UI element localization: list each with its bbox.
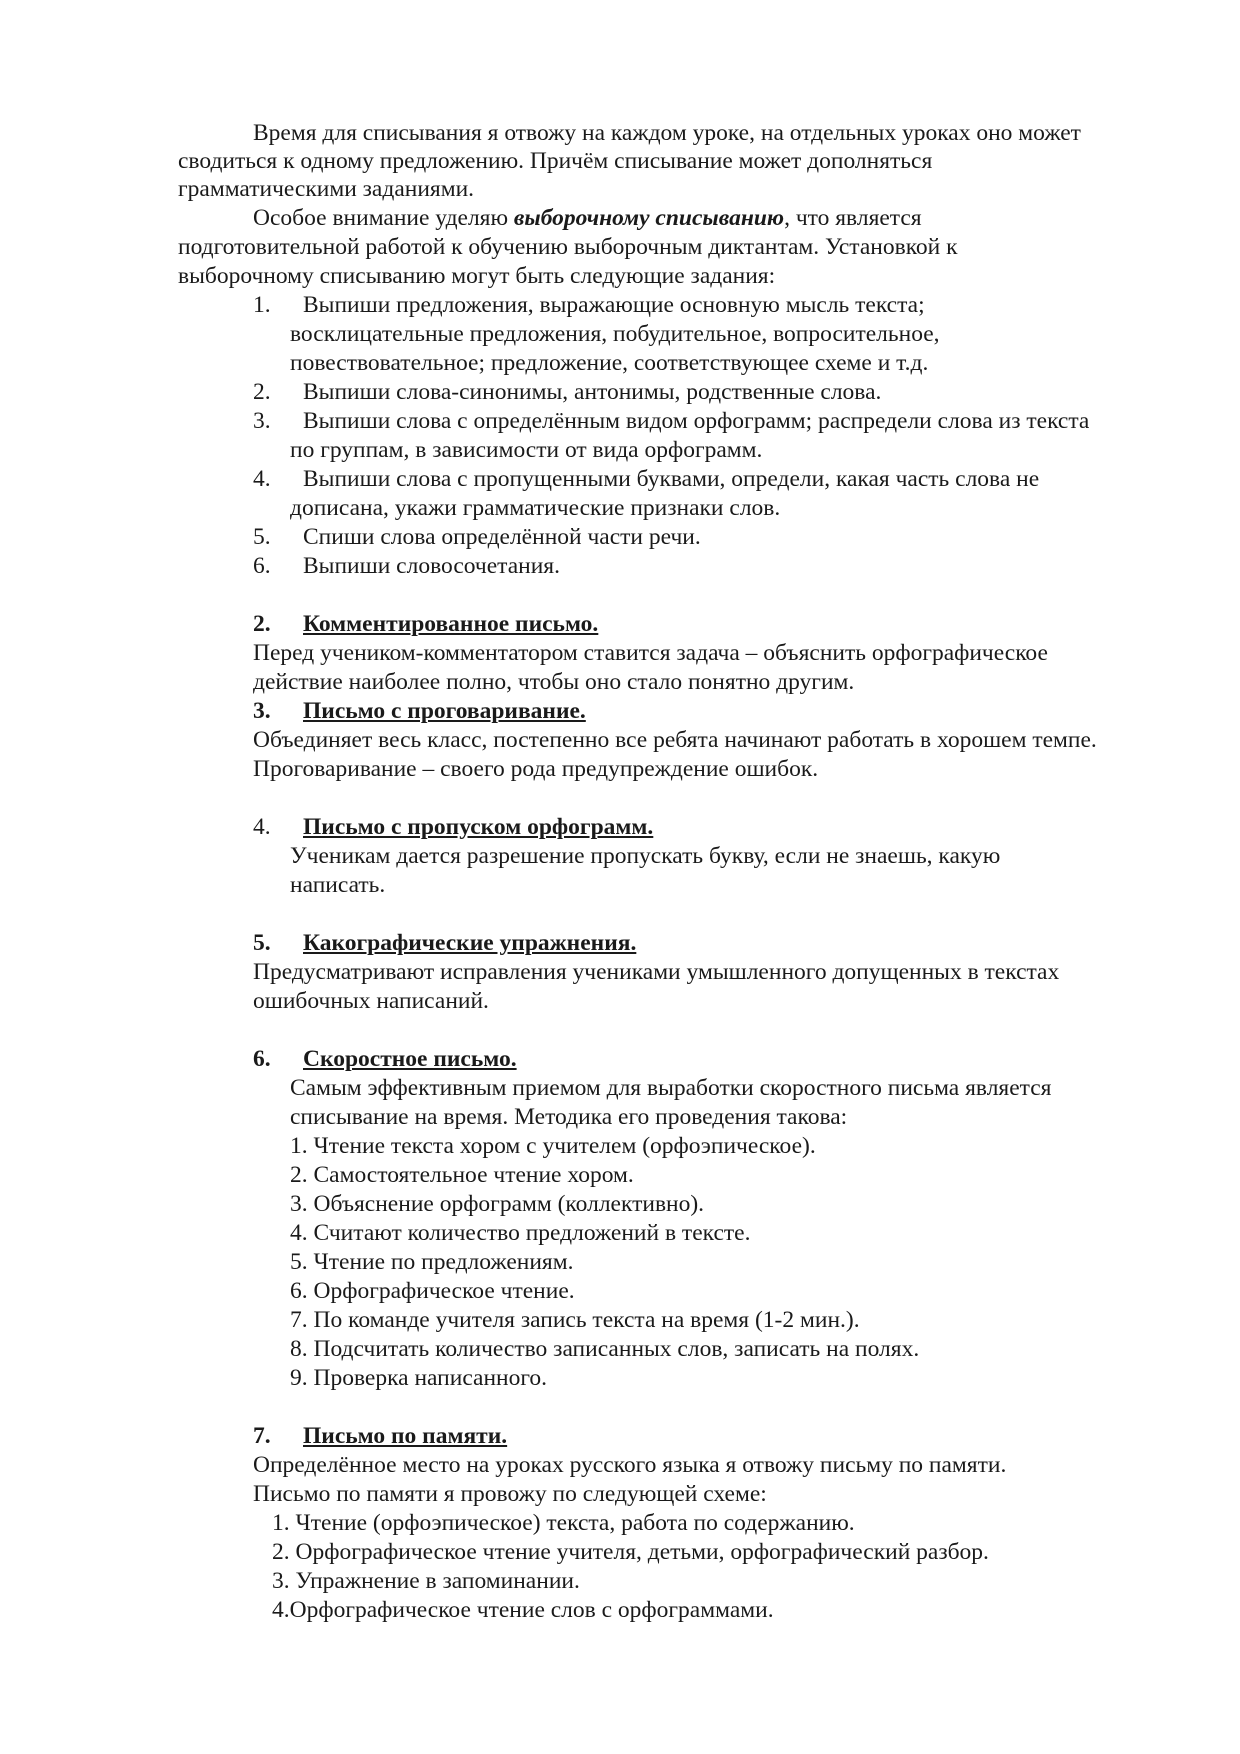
section-text: Самым эффективным приемом для выработки скоростного письма является: [290, 1075, 1052, 1101]
intro-text: Особое внимание уделяю: [253, 205, 514, 231]
step-item: 1. Чтение (орфоэпическое) текста, работа по содержанию.: [272, 1510, 855, 1536]
section-heading: Письмо с проговаривание.: [303, 698, 586, 724]
list-item-text: Выпиши слова-синонимы, антонимы, родственные слова.: [303, 379, 882, 405]
intro-line: Время для списывания я отвожу на каждом уроке, на отдельных уроках оно может: [253, 120, 1081, 146]
list-item-text: Выпиши слова с определённым видом орфограмм; распредели слова из текста: [303, 408, 1090, 434]
section-number: 2.: [253, 611, 271, 637]
step-item: 3. Упражнение в запоминании.: [272, 1568, 580, 1594]
intro-text: , что является: [784, 205, 922, 231]
list-item-text: по группам, в зависимости от вида орфограмм.: [290, 437, 763, 463]
intro-line: грамматическими заданиями.: [178, 176, 475, 202]
section-text: действие наиболее полно, чтобы оно стало понятно другим.: [253, 669, 855, 695]
list-item-number: 2.: [253, 379, 271, 405]
section-heading: Письмо по памяти.: [303, 1423, 508, 1449]
section-text: написать.: [290, 872, 386, 898]
intro-line: сводиться к одному предложению. Причём списывание может дополняться: [178, 148, 933, 174]
list-item-number: 1.: [253, 292, 271, 318]
step-item: 4.Орфографическое чтение слов с орфограммами.: [272, 1597, 774, 1623]
list-item-text: Выпиши слова с пропущенными буквами, определи, какая часть слова не: [303, 466, 1040, 492]
step-item: 2. Орфографическое чтение учителя, детьми, орфографический разбор.: [272, 1539, 989, 1565]
step-item: 4. Считают количество предложений в тексте.: [290, 1220, 751, 1246]
section-text: Объединяет весь класс, постепенно все ребята начинают работать в хорошем темпе.: [253, 727, 1097, 753]
step-item: 3. Объяснение орфограмм (коллективно).: [290, 1191, 705, 1217]
step-item: 5. Чтение по предложениям.: [290, 1249, 574, 1275]
step-item: 2. Самостоятельное чтение хором.: [290, 1162, 634, 1188]
section-text: Предусматривают исправления учениками умышленного допущенных в текстах: [253, 959, 1060, 985]
list-item-text: повествовательное; предложение, соответствующее схеме и т.д.: [290, 350, 929, 376]
step-item: 8. Подсчитать количество записанных слов, записать на полях.: [290, 1336, 920, 1362]
emphasized-term: выборочному списыванию: [513, 205, 785, 231]
section-heading: Письмо с пропуском орфограмм.: [303, 814, 654, 840]
list-item-text: Выпиши предложения, выражающие основную мысль текста;: [303, 292, 925, 318]
intro-line: выборочному списыванию могут быть следующие задания:: [178, 263, 776, 289]
list-item-text: восклицательные предложения, побудительное, вопросительное,: [290, 321, 940, 347]
section-text: списывание на время. Методика его проведения такова:: [290, 1104, 848, 1130]
section-heading: Скоростное письмо.: [303, 1046, 517, 1072]
intro-emphasis-line: [253, 204, 922, 233]
intro-line: подготовительной работой к обучению выборочным диктантам. Установкой к: [178, 234, 958, 260]
list-item-number: 4.: [253, 466, 271, 492]
list-item-number: 5.: [253, 524, 271, 550]
step-item: 6. Орфографическое чтение.: [290, 1278, 575, 1304]
step-item: 1. Чтение текста хором с учителем (орфоэпическое).: [290, 1133, 816, 1159]
section-heading: Какографические упражнения.: [303, 930, 637, 956]
list-item-text: Спиши слова определённой части речи.: [303, 524, 701, 550]
section-text: Письмо по памяти я провожу по следующей схеме:: [253, 1481, 767, 1507]
section-text: Ученикам дается разрешение пропускать букву, если не знаешь, какую: [290, 843, 1001, 869]
step-item: 9. Проверка написанного.: [290, 1365, 548, 1391]
section-number: 4.: [253, 814, 271, 840]
step-item: 7. По команде учителя запись текста на время (1-2 мин.).: [290, 1307, 860, 1333]
list-item-text: Выпиши словосочетания.: [303, 553, 560, 579]
section-number: 5.: [253, 930, 271, 956]
section-text: ошибочных написаний.: [253, 988, 489, 1014]
section-number: 3.: [253, 698, 271, 724]
section-text: Определённое место на уроках русского языка я отвожу письму по памяти.: [253, 1452, 1007, 1478]
section-text: Перед учеником-комментатором ставится задача – объяснить орфографическое: [253, 640, 1048, 666]
section-number: 7.: [253, 1423, 271, 1449]
section-number: 6.: [253, 1046, 271, 1072]
list-item-number: 6.: [253, 553, 271, 579]
list-item-text: дописана, укажи грамматические признаки слов.: [290, 495, 781, 521]
list-item-number: 3.: [253, 408, 271, 434]
section-heading: Комментированное письмо.: [303, 611, 599, 637]
section-text: Проговаривание – своего рода предупреждение ошибок.: [253, 756, 819, 782]
